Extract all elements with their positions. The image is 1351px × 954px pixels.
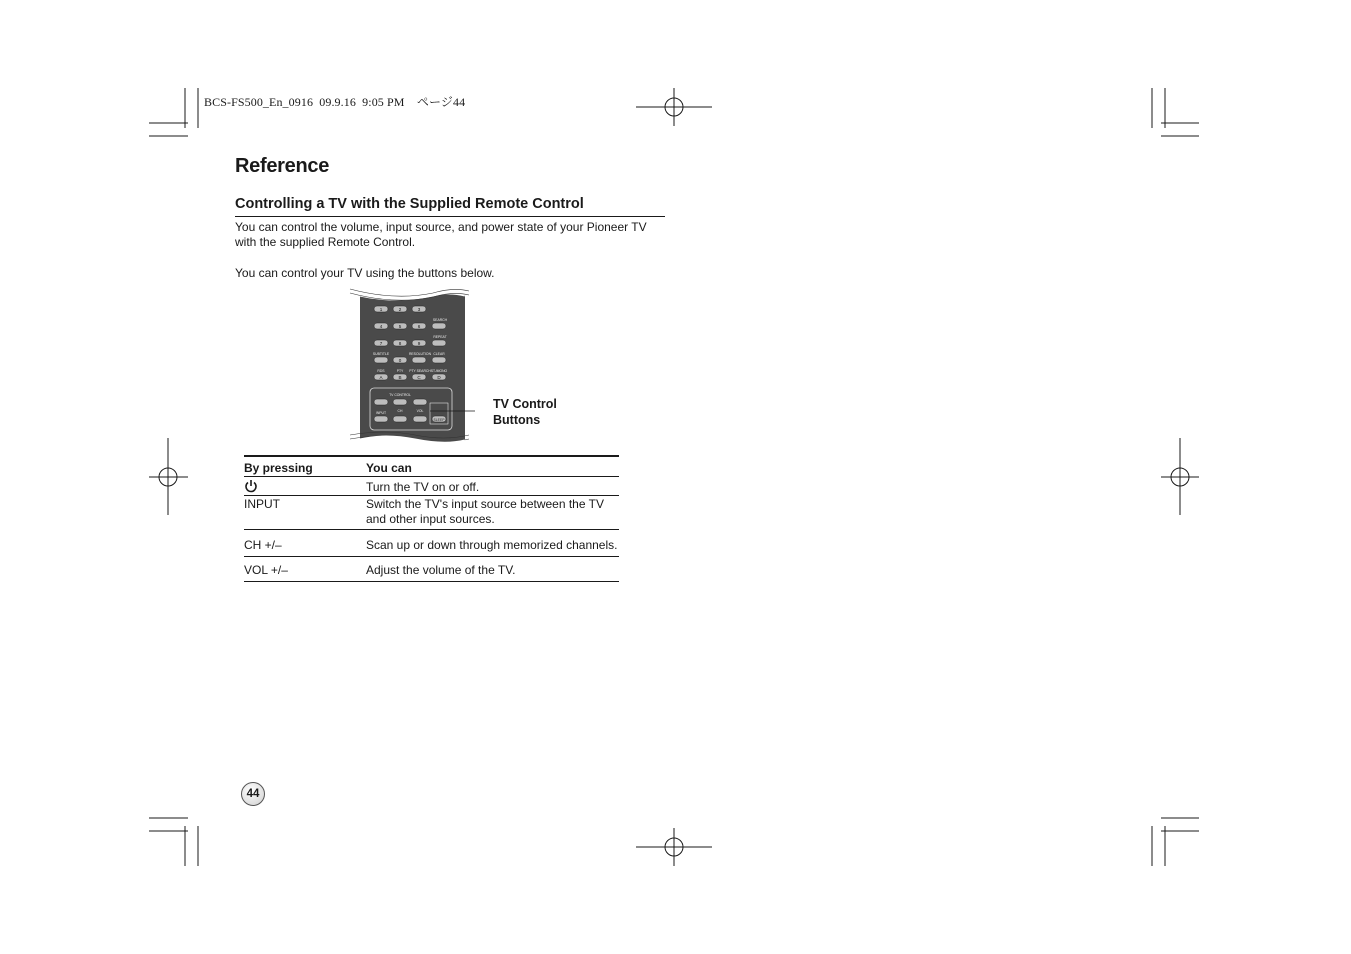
svg-text:3: 3 (417, 307, 421, 312)
callout-line-1: TV Control (493, 397, 557, 411)
tv-control-callout (493, 396, 557, 428)
svg-text:0: 0 (398, 358, 402, 363)
svg-text:SEARCH: SEARCH (432, 318, 448, 322)
svg-text:CLEAR: CLEAR (433, 352, 445, 356)
registration-target-bottom (636, 828, 712, 866)
svg-text:PTY SEARCH: PTY SEARCH (409, 369, 431, 373)
svg-text:2: 2 (398, 307, 402, 312)
callout-line-2: Buttons (493, 413, 541, 427)
table-cell-key: INPUT (244, 497, 280, 511)
table-cell-action: Scan up or down through memorized channels. (366, 538, 618, 552)
print-slug: BCS-FS500_En_0916 09.9.16 9:05 PM ページ44 (204, 95, 466, 109)
svg-text:B: B (398, 375, 402, 380)
svg-text:A: A (379, 375, 383, 380)
svg-text:7: 7 (379, 341, 383, 346)
svg-text:C: C (417, 375, 421, 380)
svg-text:RESOLUTION: RESOLUTION (408, 352, 432, 356)
svg-text:SUBTITLE: SUBTITLE (372, 352, 390, 356)
table-cell-action: Adjust the volume of the TV. (366, 563, 516, 577)
digit-row-1 (374, 306, 426, 312)
svg-text:6: 6 (417, 324, 421, 329)
svg-text:VOL: VOL (416, 409, 424, 413)
power-icon (244, 479, 258, 493)
registration-target-right (1161, 438, 1199, 515)
table-header-row (244, 457, 619, 477)
remote-control-illustration (345, 285, 475, 450)
svg-text:SLEEP: SLEEP (433, 418, 445, 422)
function-table (244, 455, 619, 582)
svg-text:RDS: RDS (377, 369, 385, 373)
registration-target-top (636, 88, 712, 126)
svg-text:INPUT: INPUT (375, 411, 387, 415)
table-row (244, 530, 619, 557)
svg-text:CH: CH (397, 409, 403, 413)
svg-text:PTY: PTY (396, 369, 404, 373)
svg-text:D: D (437, 375, 441, 380)
registration-target-left (149, 438, 188, 515)
intro-paragraph-2: You can control your TV using the buttons below. (235, 266, 495, 280)
svg-text:REPEAT: REPEAT (433, 335, 447, 339)
table-cell-action: Switch the TV's input source between the TV and other input sources. (366, 497, 604, 526)
table-row (244, 557, 619, 582)
svg-text:9: 9 (417, 341, 421, 346)
table-cell-key: VOL +/– (244, 563, 288, 577)
column-header-by-pressing: By pressing (244, 461, 313, 475)
section-heading: Controlling a TV with the Supplied Remote Control (235, 196, 665, 217)
intro-paragraph: You can control the volume, input source, and power state of your Pioneer TV with the supplied Remote Control. (235, 220, 647, 249)
page-number-badge: 44 (241, 782, 265, 806)
svg-text:8: 8 (398, 341, 402, 346)
page-title: Reference (235, 155, 330, 177)
table-cell-key: CH +/– (244, 538, 282, 552)
table-row (244, 496, 619, 530)
svg-text:4: 4 (379, 324, 383, 329)
svg-text:5: 5 (398, 324, 402, 329)
svg-text:1: 1 (379, 307, 383, 312)
column-header-you-can: You can (366, 461, 412, 475)
table-row (244, 477, 619, 496)
svg-text:ST./MONO: ST./MONO (430, 369, 448, 373)
svg-text:TV CONTROL: TV CONTROL (389, 393, 411, 397)
table-cell-action: Turn the TV on or off. (366, 480, 480, 494)
